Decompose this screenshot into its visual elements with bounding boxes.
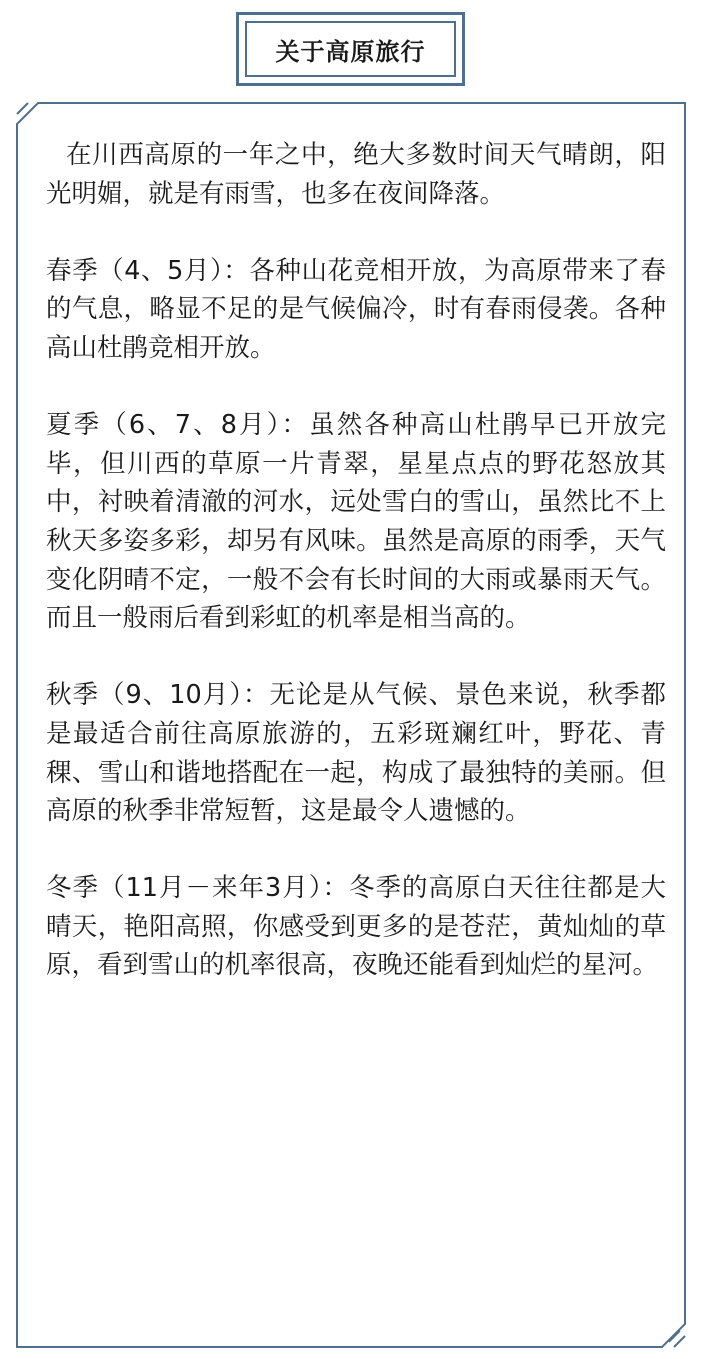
spring-paragraph: 春季（4、5月）：各种山花竞相开放，为高原带来了春的气息，略显不足的是气候偏冷，时有春雨侵袭。各种高山杜鹃竞相开放。 xyxy=(46,255,666,363)
corner-accent-top-left-1 xyxy=(17,103,28,114)
winter-paragraph: 冬季（11月－来年3月）：冬季的高原白天往往都是大晴天，艳阳高照，你感受到更多的是苍茫，黄灿灿的草原，看到雪山的机率很高，夜晚还能看到灿烂的星河。 xyxy=(46,873,666,981)
autumn-paragraph: 秋季（9、10月）：无论是从气候、景色来说，秋季都是最适合前往高原旅游的，五彩斑斓红叶，野花、青稞、雪山和谐地搭配在一起，构成了最独特的美丽。但高原的秋季非常短暂，这是最令人遗憾的。 xyxy=(46,680,666,827)
corner-accent-top-left-2 xyxy=(22,108,33,119)
title-box xyxy=(236,12,465,86)
content-frame xyxy=(16,102,686,1348)
summer-paragraph: 夏季（6、7、8月）：虽然各种高山杜鹃早已开放完毕，但川西的草原一片青翠，星星点点的野花怒放其中，衬映着清澈的河水，远处雪白的雪山，虽然比不上秋天多姿多彩，却另有风味。虽然是高原的雨季，天气变化阴晴不定，一般不会有长时间的大雨或暴雨天气。而且一般雨后看到彩虹的机率是相当高的。 xyxy=(46,410,666,634)
intro-paragraph: 在川西高原的一年之中，绝大多数时间天气晴朗，阳光明媚，就是有雨雪，也多在夜间降落。 xyxy=(46,140,666,209)
corner-accent-bottom-right-2 xyxy=(669,1331,680,1342)
page-title: 关于高原旅行 xyxy=(245,21,456,77)
article-body xyxy=(46,136,666,1024)
corner-accent-bottom-right-1 xyxy=(674,1336,685,1347)
